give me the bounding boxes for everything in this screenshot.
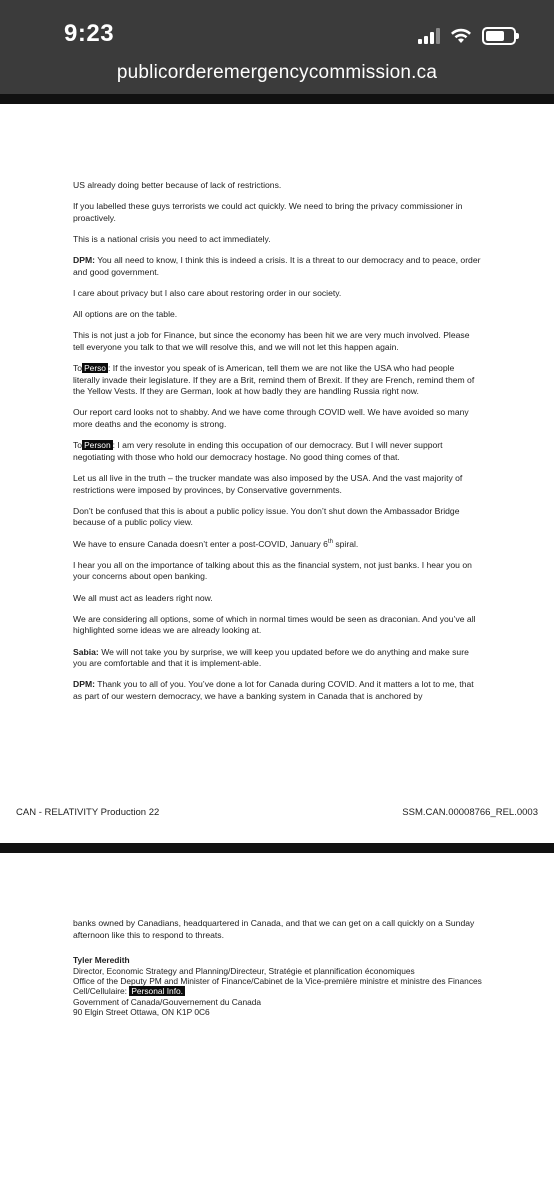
cellular-signal-icon <box>418 28 440 44</box>
redaction-box: Perso <box>84 363 106 374</box>
signature-government: Government of Canada/Gouvernement du Canada <box>73 996 262 1007</box>
paragraph: I hear you all on the importance of talking about this as the financial system, not just banks. I hear you on your concerns about open banking. <box>73 559 472 582</box>
paragraph: DPM: You all need to know, I think this is indeed a crisis. It is a threat to our democracy and to peace, order and good government. <box>73 255 481 277</box>
page-divider <box>0 843 554 853</box>
speaker-label: DPM: <box>73 679 95 690</box>
status-time: 9:23 <box>64 20 115 47</box>
signature-office: Office of the Deputy PM and Minister of Finance/Cabinet de la Vice-première ministre et ministre des Finances <box>73 976 482 986</box>
paragraph: If you labelled these guys terrorists we could act quickly. We need to bring the privacy commissioner in proactively. <box>73 201 463 223</box>
paragraph: To Perso : If the investor you speak of is American, tell them we are not like the USA who had people literally invade their legislature. If they are a Brit, remind them of Brexit. If they are French, remind them of the Yellow Vests. If they are German, look at how badly they are handling Russia right now. <box>73 363 475 397</box>
paragraph: Our report card looks not to shabby. And we have come through COVID well. We have avoided so many more deaths and the economy is strong. <box>73 407 469 430</box>
paragraph: This is not just a job for Finance, but since the economy has been hit we are very much involved. Please tell everyone you talk to that we will resolve this, and we will not let this happen again. <box>73 330 470 352</box>
speaker-label: Sabia: <box>73 646 99 657</box>
document-page-2 <box>73 918 483 1018</box>
signature-address: 90 Elgin Street Ottawa, ON K1P 0C6 <box>73 1007 210 1018</box>
redaction-box: Personal Info. <box>131 986 184 997</box>
viewer-top-border <box>0 94 554 104</box>
address-bar[interactable]: publicorderemergencycommission.ca <box>116 62 438 83</box>
page-footer-docid: SSM.CAN.00008766_REL.0003 <box>402 807 538 818</box>
paragraph: We have to ensure Canada doesn’t enter a post-COVID, January 6th spiral. <box>73 538 359 549</box>
paragraph: To Person : I am very resolute in ending this occupation of our democracy. But I will never support negotiating with those who hold our democracy hostage. No good thing comes of that. <box>73 440 443 462</box>
document-body <box>73 180 481 712</box>
status-icons <box>418 24 516 48</box>
paragraph: We all must act as leaders right now. <box>73 592 213 603</box>
paragraph: I care about privacy but I also care about restoring order in our society. <box>73 287 342 298</box>
paragraph: Let us all live in the truth – the trucker mandate was also imposed by the USA. And the vast majority of restrictions were imposed by provinces, by Conservative governments. <box>73 473 463 495</box>
document-page-1 <box>0 104 554 818</box>
paragraph: US already doing better because of lack of restrictions. <box>73 180 282 190</box>
paragraph: DPM: Thank you to all of you. You’ve done a lot for Canada during COVID. And it matters a lot to me, that as part of our western democracy, we have a banking system in Canada that is anchored by <box>73 679 474 701</box>
paragraph: Sabia: We will not take you by surprise, we will keep you updated before we do anything and make sure you are comfortable and that it is implement-able. <box>73 646 469 669</box>
signature-cell: Cell/Cellulaire: Personal Info. <box>73 986 184 997</box>
page-footer-production: CAN - RELATIVITY Production 22 <box>16 807 160 818</box>
battery-icon <box>482 27 516 45</box>
paragraph: We are considering all options, some of which in normal times would be seen as draconian. And you’ve all highlighted some ideas we are already looking at. <box>73 613 476 636</box>
wifi-icon <box>450 28 472 44</box>
redaction-box: Person <box>84 440 111 451</box>
paragraph: Don’t be confused that this is about a public policy issue. You don’t shut down the Ambassador Bridge because of a public policy view. <box>73 505 460 528</box>
signature-name: Tyler Meredith <box>73 955 130 966</box>
paragraph: This is a national crisis you need to act immediately. <box>73 233 271 244</box>
speaker-label: DPM: <box>73 255 95 266</box>
email-signature <box>73 955 483 1017</box>
paragraph: All options are on the table. <box>73 309 178 320</box>
paragraph: banks owned by Canadians, headquartered in Canada, and that we can get on a call quickly on a Sunday afternoon like this to respond to threats. <box>73 918 475 940</box>
signature-title: Director, Economic Strategy and Planning/Directeur, Stratégie et plannification économiques <box>73 965 415 976</box>
phone-status-area <box>0 0 554 98</box>
